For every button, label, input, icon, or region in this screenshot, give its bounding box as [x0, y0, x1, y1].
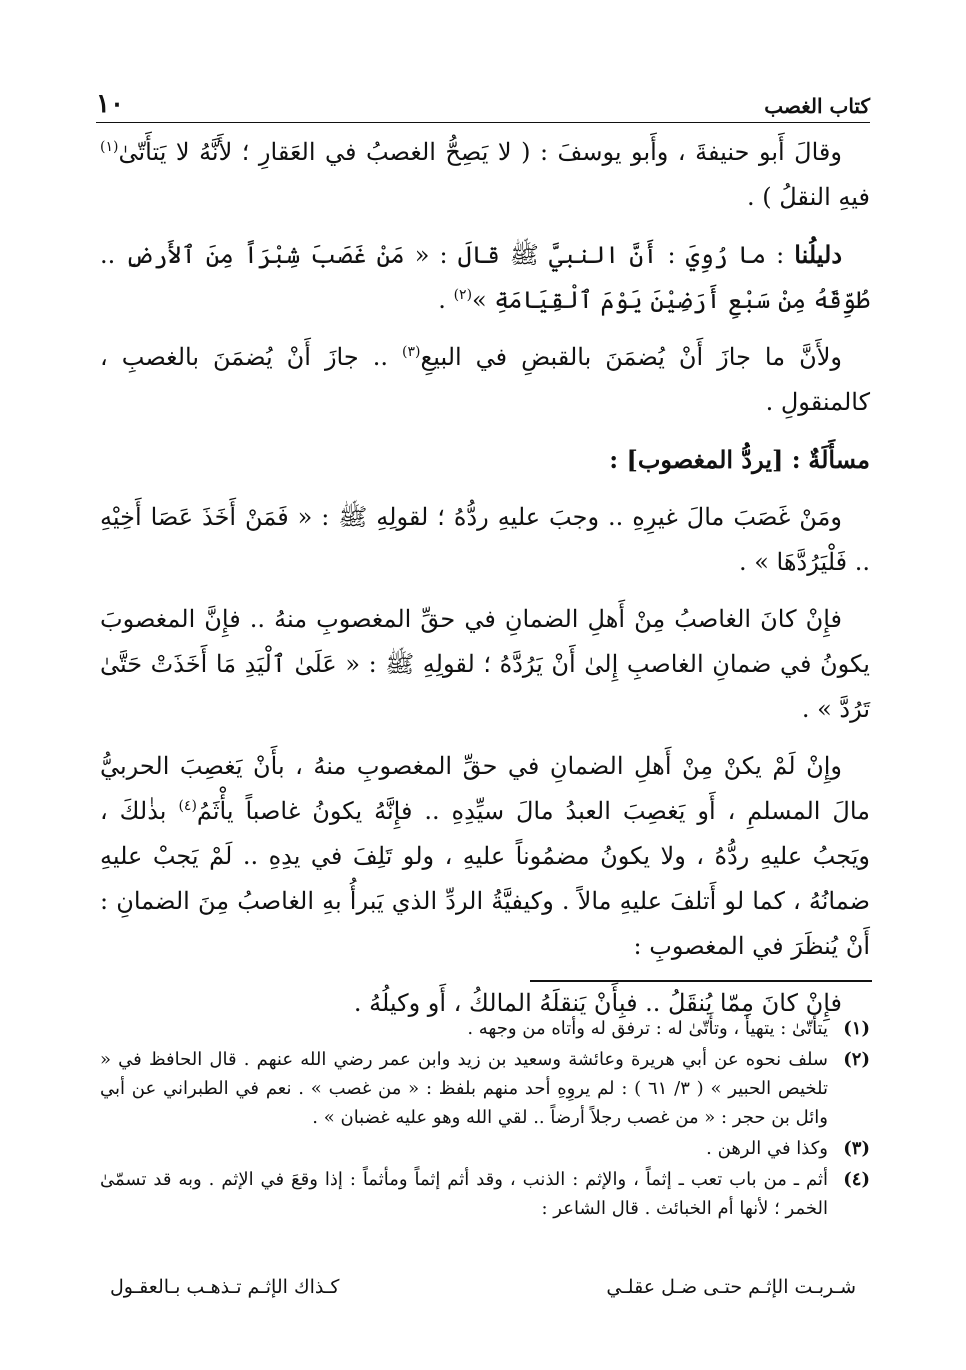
page-header — [96, 84, 870, 123]
paragraph-2-text: : ما رُوِيَ : أَنَّ النبيَّ ﷺ قالَ : « مَنْ غَصَبَ شِبْرَاً مِنَ ٱلأَرضِ .. طُوِّقَهُ مِنْ سَبْعِ أَرَضِيْنَ يَوْمَ ٱلْقِيَامَةِ » — [100, 241, 870, 314]
footnote-item — [100, 1014, 870, 1043]
paragraph-3-text: ولأَنَّ ما جازَ أَنْ يُضمَنَ بالقبضِ في البيعِ — [420, 343, 842, 371]
footnote-ref-3: (٣) — [401, 344, 421, 360]
footnote-item — [100, 1134, 870, 1163]
footnote-number: (٢) — [843, 1049, 870, 1070]
paragraph-2-end: . — [438, 286, 446, 314]
paragraph-1-end: فيهِ النقلُ ) . — [747, 183, 870, 211]
masala-label: مسأَلَةٌ — [808, 445, 870, 474]
paragraph-7: فإِنْ كانَ مِمّا يُنقَلُ .. فبِأَنْ يَنقلَهُ المالكُ ، أَو وكيلُهُ . — [353, 989, 842, 1017]
poetry-verse — [110, 1272, 856, 1302]
paragraph-6-text: وإِنْ لَمْ يكنْ مِنْ أَهلِ الضمانِ في حقِّ المغصوبِ منهُ ، بأَنْ يَغصِبَ الحربيُّ مالَ المسلمِ ، أَو يَغصِبَ العبدُ مالَ سيِّدِهِ .. فإِنَّهُ يكونُ غاصباً يأْثَمُ — [100, 752, 870, 825]
paragraph-3 — [100, 335, 870, 425]
paragraph-6-end: بذٰلكَ ، ويَجبُ عليهِ ردُّهُ ، ولا يكونُ مضمُوناً عليهِ ، ولو تَلِفَ في يدِهِ .. لَمْ يَجبْ عليهِ ضمانُهُ ، كما لو أَتلفَ عليهِ مالاً . وكيفيَّةُ الردِّ الذي يَبرأُ بهِ الغاصبُ مِنَ الضمانِ : أَنْ يُنظَرَ في المغصوبِ : — [100, 797, 870, 960]
footnote-text: أثم ـ من باب تعب ـ إثماً ، والإثم : الذنب ، وقد أثم إثماً ومأثماً : إذا وقعَ في الإثم . وبه قد تسمّىٰ الخمر ؛ لأنها أم الخبائث . قال الشاعر : — [100, 1169, 828, 1219]
main-text — [100, 130, 870, 1038]
paragraph-2 — [100, 232, 870, 323]
footnote-number: (٤) — [843, 1169, 870, 1190]
paragraph-1 — [100, 130, 870, 220]
paragraph-6 — [100, 744, 870, 969]
evidence-label: دليلُنا — [794, 240, 843, 269]
footnote-ref-1: (١) — [100, 139, 119, 155]
paragraph-4: ومَنْ غَصَبَ مالَ غيرِهِ .. وجبَ عليهِ ردُّهُ ؛ لقولِهِ ﷺ : « فَمَنْ أَخَذَ عَصَا أَخِيْهِ .. فَلْيَرُدَّهَا » . — [100, 503, 870, 576]
paragraph-5: فإِنْ كانَ الغاصبُ مِنْ أَهلِ الضمانِ في حقِّ المغصوبِ منهُ .. فإِنَّ المغصوبَ يكونُ في ضمانِ الغاصبِ إِلىٰ أَنْ يَرُدَّهُ ؛ لقولِهِ ﷺ : « عَلَىٰ ٱلْيَدِ مَا أَخَذَتْ حَتَّىٰ تَرُدَّ » . — [100, 605, 870, 723]
paragraph-1-text: وقالَ أَبو حنيفةَ ، وأَبو يوسفَ : ( لا يَصِحُّ الغصبُ في العَقارِ ؛ لأَنَّهُ لا يَتأَتّىٰ — [118, 138, 842, 166]
footnote-item — [100, 1045, 870, 1132]
footnote-number: (١) — [843, 1018, 870, 1039]
footnote-item — [100, 1165, 870, 1223]
footnote-text: يتأتّىٰ : يتهيأ ، وتأَتّىٰ له : ترفق له وأتاه من وجهه . — [467, 1018, 828, 1039]
footnotes — [100, 1014, 870, 1225]
paragraph-3-end: .. جازَ أَنْ يُضمَنَ بالغصبِ ، كالمنقولِ . — [100, 343, 870, 416]
footnote-number: (٣) — [843, 1138, 870, 1159]
footnote-text: سلف نحوه عن أبي هريرة وعائشة وسعيد بن زيد وابن عمر رضي الله عنهم . قال الحافظ في « تلخيص الحبير » ( ٣/ ٦١ ) : لم يروِهِ أحد منهم بلفظ : « من غصب » . نعم في الطبراني عن أبي وائل بن حجر : « من غصب رجلاً أرضاً .. لقي الله وهو عليه غضبان » . — [100, 1049, 828, 1128]
footnote-ref-4: (٤) — [178, 798, 197, 814]
page-number: ١٠ — [96, 89, 124, 119]
masala-heading — [100, 437, 870, 483]
book-title: كتاب الغصب — [764, 94, 870, 118]
masala-title: : [يردُّ المغصوب] : — [609, 445, 801, 474]
verse-second-hemistich: كـذاك الإثـم تـذهـب بـالعقـول — [110, 1276, 340, 1298]
verse-first-hemistich: شـربـت الإثـم حتـى ضـل عقلـي — [606, 1276, 856, 1298]
footnote-divider — [530, 980, 872, 982]
footnote-ref-2: (٢) — [453, 287, 473, 303]
footnote-text: وكذا في الرهن . — [706, 1138, 828, 1159]
